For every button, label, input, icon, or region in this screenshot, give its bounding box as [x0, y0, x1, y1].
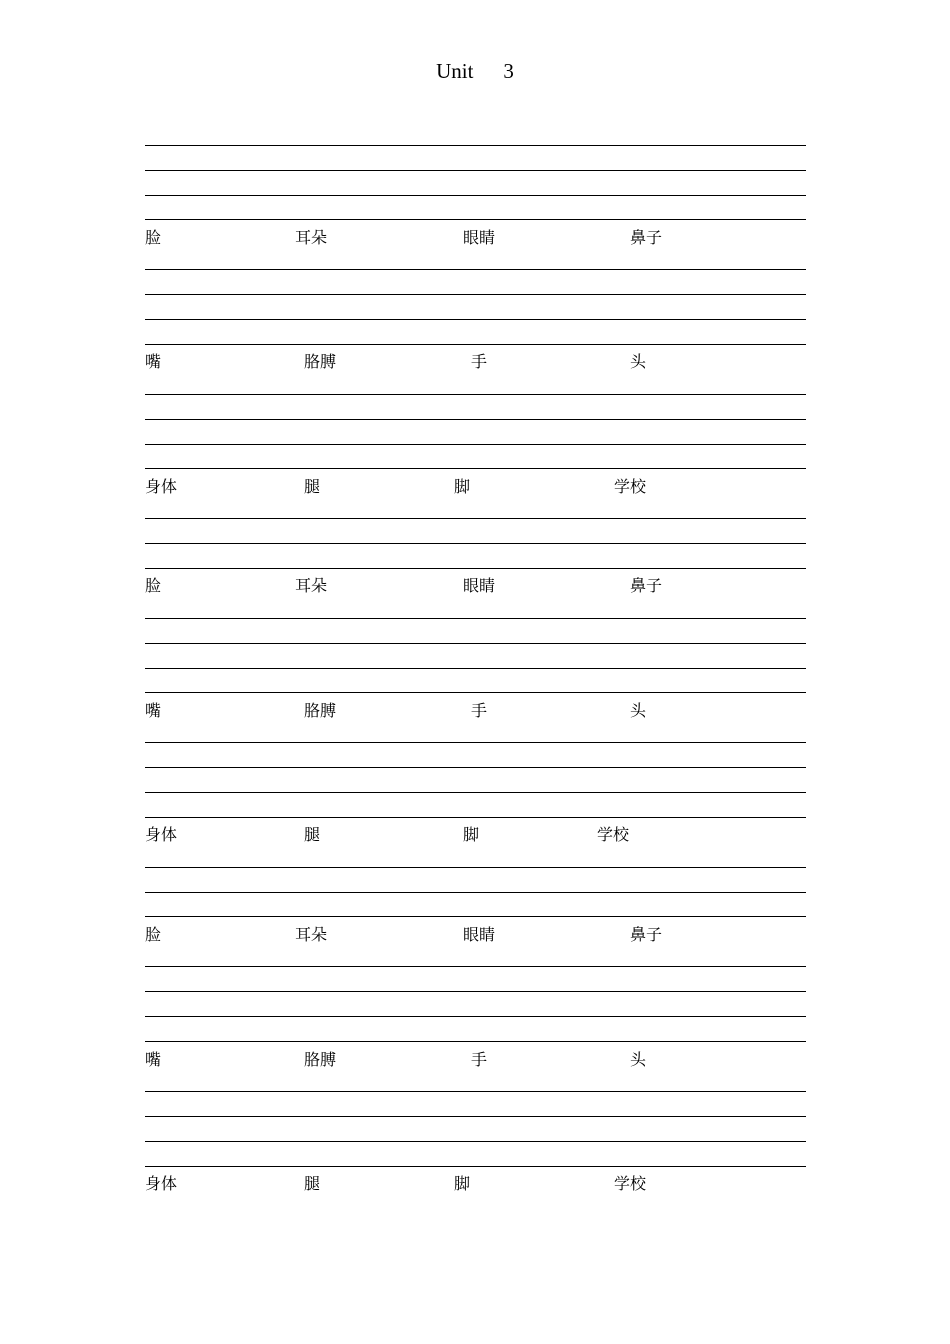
vocab-word: 手 — [471, 1050, 488, 1069]
vocab-word: 腿 — [304, 1174, 321, 1193]
writing-line — [145, 344, 806, 345]
writing-line — [145, 319, 806, 320]
writing-line — [145, 543, 806, 544]
page-title — [0, 58, 950, 84]
vocab-word: 手 — [471, 701, 488, 720]
vocab-word: 身体 — [145, 477, 178, 496]
vocab-word: 脚 — [454, 477, 471, 496]
vocab-word: 眼睛 — [463, 228, 496, 247]
vocab-word: 胳膊 — [304, 1050, 337, 1069]
vocab-word: 学校 — [614, 477, 647, 496]
vocab-word: 嘴 — [145, 701, 162, 720]
writing-line — [145, 1116, 806, 1117]
writing-line — [145, 468, 806, 469]
vocab-word: 鼻子 — [630, 228, 663, 247]
vocab-word: 嘴 — [145, 352, 162, 371]
writing-line — [145, 145, 806, 146]
vocab-word: 眼睛 — [463, 925, 496, 944]
vocab-word: 嘴 — [145, 1050, 162, 1069]
writing-line — [145, 170, 806, 171]
writing-line — [145, 518, 806, 519]
vocab-word: 耳朵 — [295, 925, 328, 944]
writing-line — [145, 1141, 806, 1142]
vocab-word: 胳膊 — [304, 701, 337, 720]
writing-line — [145, 643, 806, 644]
vocab-word: 耳朵 — [295, 228, 328, 247]
writing-line — [145, 394, 806, 395]
vocab-word: 胳膊 — [304, 352, 337, 371]
writing-line — [145, 817, 806, 818]
vocab-word: 身体 — [145, 825, 178, 844]
unit-number: 3 — [503, 59, 514, 83]
writing-line — [145, 991, 806, 992]
vocab-word: 头 — [630, 352, 647, 371]
writing-line — [145, 668, 806, 669]
writing-line — [145, 1166, 806, 1167]
vocab-word: 脸 — [145, 228, 162, 247]
vocab-word: 身体 — [145, 1174, 178, 1193]
vocab-word: 头 — [630, 701, 647, 720]
writing-line — [145, 269, 806, 270]
vocab-word: 腿 — [304, 477, 321, 496]
writing-line — [145, 219, 806, 220]
vocab-word: 鼻子 — [630, 576, 663, 595]
vocab-word: 脸 — [145, 925, 162, 944]
writing-line — [145, 568, 806, 569]
writing-line — [145, 1091, 806, 1092]
writing-line — [145, 1016, 806, 1017]
vocab-word: 耳朵 — [295, 576, 328, 595]
writing-line — [145, 892, 806, 893]
writing-line — [145, 742, 806, 743]
vocab-word: 学校 — [597, 825, 630, 844]
vocab-word: 手 — [471, 352, 488, 371]
writing-line — [145, 767, 806, 768]
vocab-word: 学校 — [614, 1174, 647, 1193]
vocab-word: 眼睛 — [463, 576, 496, 595]
vocab-word: 头 — [630, 1050, 647, 1069]
writing-line — [145, 792, 806, 793]
vocab-word: 腿 — [304, 825, 321, 844]
writing-line — [145, 1041, 806, 1042]
writing-line — [145, 916, 806, 917]
writing-line — [145, 294, 806, 295]
writing-line — [145, 444, 806, 445]
writing-line — [145, 692, 806, 693]
vocab-word: 脸 — [145, 576, 162, 595]
writing-line — [145, 419, 806, 420]
writing-line — [145, 867, 806, 868]
writing-line — [145, 966, 806, 967]
writing-line — [145, 195, 806, 196]
vocab-word: 脚 — [454, 1174, 471, 1193]
writing-line — [145, 618, 806, 619]
vocab-word: 脚 — [463, 825, 480, 844]
vocab-word: 鼻子 — [630, 925, 663, 944]
unit-label: Unit — [436, 59, 474, 83]
